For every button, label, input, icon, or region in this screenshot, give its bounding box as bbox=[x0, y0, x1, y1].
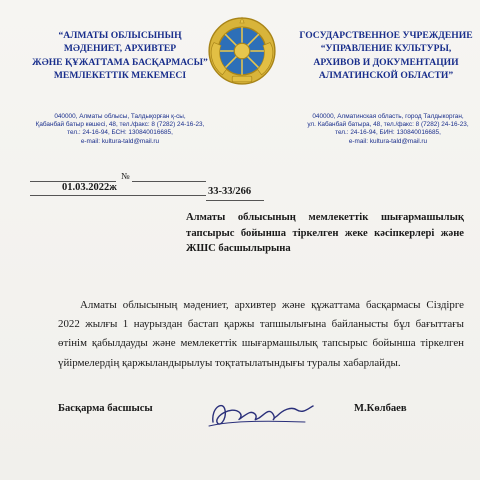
addressee-block: Алматы облысының мемлекеттік шығармашылық тапсырыс бойынша тіркелген жеке кәсіпкерлері және ЖШС басшылырына bbox=[186, 212, 464, 254]
header-left-title-line: МЕМЛЕКЕТТІК МЕКЕМЕСІ bbox=[53, 70, 187, 82]
letter-date: 01.03.2022ж bbox=[62, 182, 117, 193]
header-right-title-line: АРХИВОВ И ДОКУМЕНТАЦИИ bbox=[313, 56, 459, 68]
address-line: 040000, Алматы облысы, Талдықорған қ-сы, bbox=[54, 113, 186, 120]
address-line: ул. Кабанбай батыра, 48, тел./факс: 8 (7282) 24-16-23, bbox=[307, 121, 469, 129]
address-line: e-mail: kultura-tald@mail.ru bbox=[348, 137, 428, 145]
header-left-title-line: МӘДЕНИЕТ, АРХИВТЕР bbox=[63, 43, 177, 55]
handwritten-signature-icon bbox=[205, 392, 315, 434]
date-rule-bottom bbox=[30, 195, 206, 196]
header-left-address bbox=[20, 113, 220, 146]
signatory-name: М.Көлбаев bbox=[354, 403, 407, 414]
number-sign: № bbox=[121, 171, 130, 181]
address-line: Қабанбай батыр көшесі, 48, тел./факс: 8 (7282) 24-16-23, bbox=[35, 121, 205, 129]
header-left-title bbox=[20, 29, 220, 83]
header-right-title-line: АЛМАТИНСКОЙ ОБЛАСТИ” bbox=[318, 70, 454, 82]
header-right-address bbox=[288, 113, 480, 146]
number-rule-top bbox=[132, 181, 206, 182]
header-left-title-line: “АЛМАТЫ ОБЛЫСЫНЫҢ bbox=[58, 30, 182, 41]
state-emblem-icon bbox=[207, 16, 277, 86]
address-line: тел.: 24-16-94, БСН: 130840016685, bbox=[67, 129, 173, 137]
address-line: тел.: 24-16-94, БИН: 130840016685, bbox=[335, 129, 441, 137]
number-rule-bottom bbox=[206, 200, 264, 201]
header-left-title-line: ЖӘНЕ ҚҰЖАТТАМА БАСҚАРМАСЫ” bbox=[32, 56, 208, 68]
signatory-role: Басқарма басшысы bbox=[58, 403, 153, 414]
letter-number: 33-33/266 bbox=[208, 186, 252, 197]
header-right-title bbox=[286, 29, 480, 83]
header-right-title-line: “УПРАВЛЕНИЕ КУЛЬТУРЫ, bbox=[320, 43, 452, 55]
header-right-title-line: ГОСУДАРСТВЕННОЕ УЧРЕЖДЕНИЕ bbox=[299, 30, 473, 41]
address-line: e-mail: kultura-tald@mail.ru bbox=[80, 137, 160, 145]
address-line: 040000, Алматинская область, город Талдыкорган, bbox=[312, 113, 464, 120]
letter-body: Алматы облысының мәдениет, архивтер және құжаттама басқармасы Сіздірге 2022 жылғы 1 наурыздан бастап қаржы тапшылығына байланысты бұл бағыттағы өтінім қабылдауды және мемлекеттік шығармашылық тапсырыс бойынша тіркелген үйірмелердің қаржыландырылуы тоқтатылатындығы туралы хабарлайды. bbox=[58, 299, 464, 369]
